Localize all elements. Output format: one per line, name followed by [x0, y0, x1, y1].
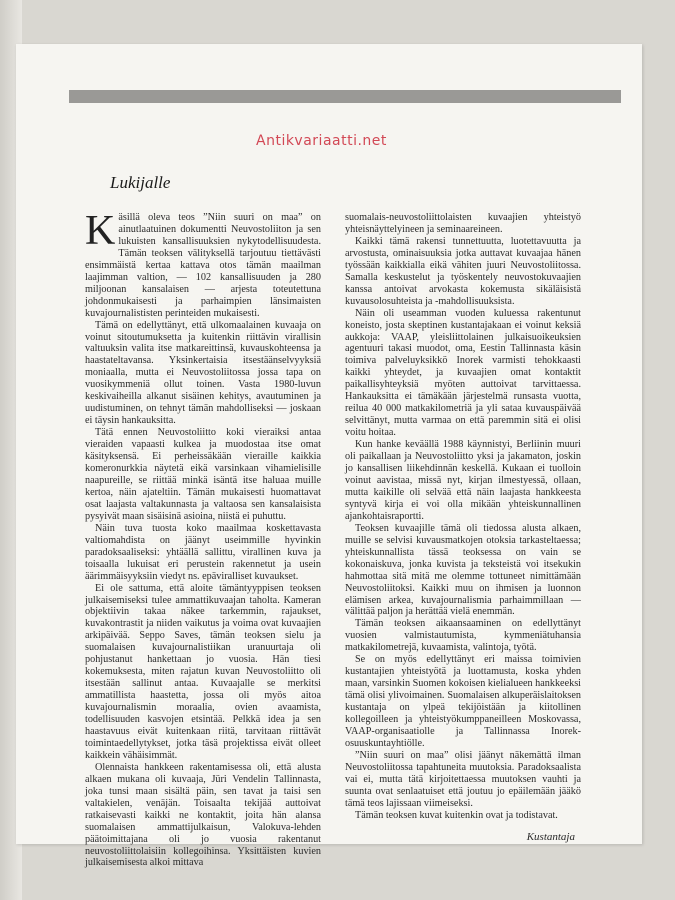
- left-text-column: [85, 208, 321, 869]
- paragraph: Käsillä oleva teos ”Niin suuri on maa” on ainutlaatuinen dokumentti Neuvostoliiton ja sen lukuisten kansallisuuksien nykytodellisuudesta. Tämän teoksen välityksellä tarjoutuu tiettävästi ensimmäistä kertaa kattava otos tämän maailman laajimman valtion, — 102 kansallisuuden ja 280 miljoonan kansalaisen — arjesta toteutettuna johdonmukaisesti ja parhaimpien länsimaisten kuvajournalististen perinteiden mukaisesti.: [85, 208, 321, 319]
- drop-cap: K: [85, 208, 116, 254]
- watermark-text: Antikvariaatti.net: [256, 133, 387, 149]
- paragraph: Kun hanke keväällä 1988 käynnistyi, Berliinin muuri oli paikallaan ja Neuvostoliitto yksi ja jakamaton, joskin jo kansallisen liikehdinnän keskellä. Kukaan ei tuolloin voinut aavistaa, missä nyt, kirjan ilmestyessä, ollaan, mutta kaikille oli selvää että näin laajasta hankkeesta syntyvä kirja ei voi olla mikään yhteiskunnallinen ajankohtaisraportti.: [345, 439, 581, 522]
- right-text-column: [345, 212, 581, 844]
- paragraph: Näin tuva tuosta koko maailmaa koskettavasta valtiomahdista on jäänyt useimmille hyvinkin paradoksaaliseksi: yhtäällä sallittu, virallinen kuva ja toisaalla lukuisat eri perustein rakennetut ja usein äärimmäisyyksiin viedyt ns. epäviralliset kuvaukset.: [85, 522, 321, 582]
- paragraph: Se on myös edellyttänyt eri maissa toimivien kustantajien yhteistyötä ja luottamusta, koska yhden maan, varsinkin Suomen kokoisen kielialueen hankkeeksi tämä olisi ylivoimainen. Suomalaisen alkuperäislaitoksen kustantaja on ylpeä tekijöistään ja kiitollinen kollegoilleen ja yhteistyökumppaneilleen Moskovassa, VAAP-organisaatiolle ja Tallinnassa Inorek-osuuskuntayhtiölle.: [345, 654, 581, 749]
- paragraph: Ei ole sattuma, että aloite tämäntyyppisen teoksen julkaisemiseksi tulee ammattikuvaajan taholta. Kameran objektiivin takaa näkee tarkemmin, rajaukset, kuvakontrastit ja niiden vaikutus ja voima ovat kuvaajien arkipäivää. Seppo Saves, tämän teoksen sielu ja suomalaisen kuvajournalistiikan uranuurtaja oli pohjustanut hankettaan jo vuosia. Hän tiesi kokemuksesta, miten rajatun kuvan Neuvostoliitto oli itsestään sallinut antaa. Kuvaajalle se merkitsi ammatillista haastetta, jossa oli myös aitoa kuvajournalismin moraalia, ovien avaamista, todellisuuden kasvojen etsintää. Pelkkä idea ja sen haastavuus eivät kuitenkaan riitä, tarvitaan riittävät toimintaedellytykset, jotka täsä projektissa eivät olleet kaikkein vähäisimmät.: [85, 582, 321, 761]
- paragraph: Tämän teoksen aikaansaaminen on edellyttänyt vuosien valmistautumista, kymmeniätuhansia matkakilometrejä, kuvaamista, valintoja, työtä.: [345, 618, 581, 654]
- paragraph: Tämä on edellyttänyt, että ulkomaalainen kuvaaja on voinut sitoutumuksetta ja kuitenkin riittävin virallisin valtuuksin valita itse matkareittinsä, kuvauskohteensa ja haastateltavansa. Yksinkertaisia itsestäänselvyyksiä moniaalla, mutta ei Neuvostoliitossa jossa tapa on vuosikymmeniä ollut toinen. Vasta 1980-luvun keskivaiheilla alkanut sisäinen kehitys, avautuminen ja uudistuminen, on tehnyt tämän mahdolliseksi — joskaan ei täysin hankauksitta.: [85, 319, 321, 427]
- paragraph: Kaikki tämä rakensi tunnettuutta, luotettavuutta ja arvostusta, ominaisuuksia jotka auttavat kuvaajaa hänen työssään kaikkialla eikä vähiten juuri Neuvostoliitossa. Samalla keskustelut ja työskentely neuvostokuvaajien kanssa antoivat arvokasta kokemusta sikäläisistä kuvausolosuhteista ja -mahdollisuuksista.: [345, 235, 581, 307]
- paragraph: Näin oli useamman vuoden kuluessa rakentunut koneisto, josta skeptinen kustantajakaan ei voinut keksiä aukkoja: VAAP, yleisliittolainen julkaisuoikeuksien agentuuri takasi muodot, oma, Eestin Tallinnasta käsin toimiva palveluyksikkö Inorek varmisti tehokkaasti kaikki yhteydet, ja kuvaajien omat kontaktit paikallisyhteyksiä myöten auttoivat tarvittaessa. Hankauksitta ei tämäkään järjestelmä runsasta vuotta, reilua 40 000 matkakilometriä ja yli sataa kuvauspäivää selvittänyt, mutta varmaa on että paremmin sitä ei olisi voitu hoitaa.: [345, 307, 581, 439]
- paragraph: suomalais-neuvostoliittolaisten kuvaajien yhteistyö yhteisnäyttelyineen ja seminaareineen.: [345, 212, 581, 235]
- header-rule-bar: [69, 90, 621, 103]
- signature: Kustantaja: [526, 830, 575, 843]
- paragraph: Tätä ennen Neuvostoliitto koki vieraiksi antaa vieraiden vapaasti kulkea ja muodostaa itse omat käsityksensä. Ei perheissäkään vieraille kaikkia komeronurkkia näytetä eikä varsinkaan vihamielisille naapureille, se riittää minkä isäntä itse haluaa muille kertoa, näin ajateltiin. Tämän mukaisesti huomattavat osat laajasta valtakunnasta ja valtaosa sen kansalaisista pysyivät maan sisäisinä asioina, niistä ei puhuttu.: [85, 427, 321, 522]
- paragraph: Teoksen kuvaajille tämä oli tiedossa alusta alkaen, muille se selvisi kuvausmatkojen otoksia tarkasteltaessa; yhteiskunnallista tässä teoksessa on vain se kokonaiskuva, jonka kuvista ja teksteistä voi itsekukin hahmottaa sitä mitä me olemme tottuneet nimittämään Neuvostoliitoksi. Kaikki muu on ihmisen ja luonnon elämisen arkea, kuvajournalismia parhaimmillaan — välittää paljon ja herättää vielä enemmän.: [345, 522, 581, 618]
- page-heading: Lukijalle: [110, 173, 171, 192]
- paragraph: Tämän teoksen kuvat kuitenkin ovat ja todistavat.: [355, 809, 558, 821]
- paragraph: Olennaista hankkeen rakentamisessa oli, että alusta alkaen mukana oli kuvaaja, Jüri Vendelin Tallinnasta, joka tunsi maan sisältä päin, sen tavat ja taisi sen valtakielen, venäjän. Toisaalta tekijää auttoivat ratkaisevasti kaikki ne kontaktit, joita hän alansa suomalaisen ammattijulkaisun, Valokuva-lehden päätoimittajana oli jo vuosia rakentanut neuvostoliittolaisiin kollegoihinsa. Yksittäisten kuvien julkaisemisesta alkoi mittava: [85, 761, 321, 869]
- paragraph: ”Niin suuri on maa” olisi jäänyt näkemättä ilman Neuvostoliitossa tapahtuneita muutoksia. Paradoksaalista vai ei, mutta tätä kirjoitettaessa muutoksen vauhti ja suunta ovat senlaatuiset että joutuu jo epäilemään jääkö tämä teos lajissaan viimeiseksi.: [345, 749, 581, 809]
